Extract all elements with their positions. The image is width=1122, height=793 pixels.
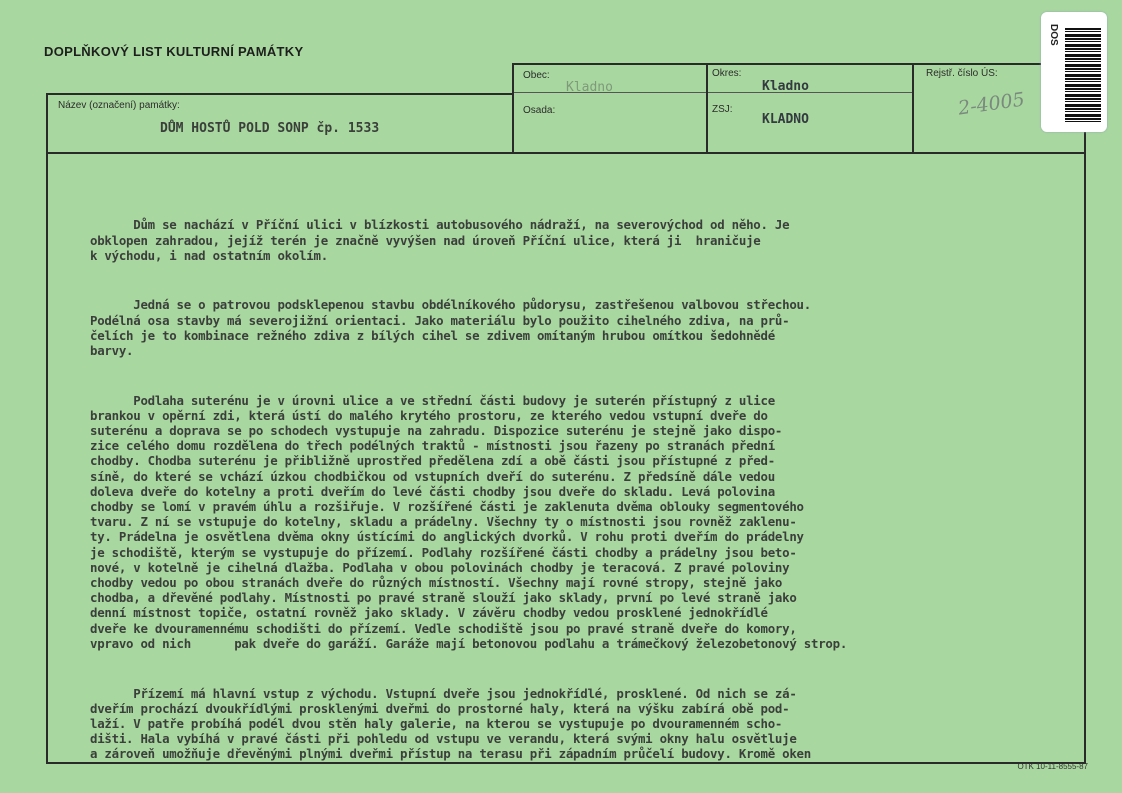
form-name-top-line <box>46 93 512 95</box>
barcode-sticker <box>1041 12 1107 132</box>
body-paragraph: Podlaha suterénu je v úrovni ulice a ve střední části budovy je suterén přístupný z ulice brankou v opěrní zdi, která ústí do malého krytého prostoru, ze kterého vedou vstupní dveře do suterénu a doprava se po schodech vystupuje na zahradu. Dispozice suterénu je stejně jako dispo- zice celého domu rozdělena do třech podélných traktů - místnosti jsou řazeny po stranách přední chodby. Chodba suterénu je přibližně uprostřed předělena zdí a obě části jsou přístupné z před- síně, do které se vchází úzkou chodbičkou od vstupních dveří do suterénu. Z předsíně dále vedou doleva dveře do kotelny a proti dveřím do levé části chodby jsou dveře do skladu. Levá polovina chodby se lomí v pravém úhlu a rozšiřuje. V rozšířené části je zaklenuta dvěma oblouky segmentového tvaru. Z ní se vstupuje do kotelny, skladu a prádelny. Všechny ty o místnosti jsou rovněž zaklenu- ty. Prádelna je osvětlena dvěma okny ústícími do anglických dvorků. V rohu proti dveřím do prádelny je schodiště, kterým se vystupuje do přízemí. Podlahy rozšířené části chodby a prádelny jsou beto- nové, v kotelně je cihelná dlažba. Podlaha v obou polovinách chodby je teracová. Z pravé poloviny chodby vedou po obou stranách dveře do různých místností. Všechny mají rovné stropy, stejně jako chodba, a dřevěné podlahy. Místnosti po pravé straně slouží jako sklady, první po levé straně jako denní místnost topiče, ostatní rovněž jako sklady. V závěru chodby vedou prosklené jednokřídlé dveře ke dvouramennému schodišti do přízemí. Vedle schodiště jsou po pravé straně dveře do komory, vpravo od nich pak dveře do garáží. Garáže mají betonovou podlahu a trámečkový železobetonový strop. <box>90 392 848 651</box>
osada-label: Osada: <box>523 105 556 116</box>
okres-label: Okres: <box>712 68 742 79</box>
nazev-label: Název (označení) památky: <box>58 100 180 111</box>
form-left-edge <box>46 93 48 763</box>
form-top-line <box>512 63 1085 65</box>
body-paragraph: Jedná se o patrovou podsklepenou stavbu obdélníkového půdorysu, zastřešenou valbovou střechou. Podélná osa stavby má severojižní orientaci. Jako materiálu bylo použito cihelného zdiva, na prů- čelích je to kombinace režného zdiva z bílých cihel se zdivem omítaným hrubou omítkou šedohnědé barvy. <box>90 297 811 359</box>
obec-value: Kladno <box>566 80 613 95</box>
rejstrik-value: 2-4005 <box>956 88 1027 120</box>
zsj-value: KLADNO <box>762 112 809 127</box>
barcode-icon <box>1065 28 1101 124</box>
body-paragraph: Dům se nachází v Příční ulici v blízkosti autobusového nádraží, na severovýchod od něho. Je obklopen zahradou, jejíž terén je značně vyvýšen nad úroveň Příční ulice, která ji hraničuje k východu, i nad ostatním okolím. <box>90 217 790 263</box>
body-paragraph: Přízemí má hlavní vstup z východu. Vstupní dveře jsou jednokřídlé, prosklené. Od nich se zá- dveřím prochází dvoukřídlými prosklenými dveřmi do prostorné haly, která na výšku zabírá obě pod- laží. V patře probíhá podél dvou stěn haly galerie, na kterou se vystupuje po dvouramenném scho- dišti. Hala vybíhá v pravé části při pohledu od vstupu ve verandu, která svými okny halu osvětluje a zároveň umožňuje dřevěnými plnými dveřmi přístup na terasu při západním průčelí budovy. Kromě oken <box>90 685 811 762</box>
footer-code: OTK 10-11-8555-87 <box>1017 762 1088 771</box>
document-body <box>90 187 1050 781</box>
sticker-code: DOS <box>1048 24 1059 46</box>
form-title: DOPLŇKOVÝ LIST KULTURNÍ PAMÁTKY <box>44 44 304 59</box>
nazev-value: DŮM HOSTŮ POLD SONP čp. 1533 <box>160 121 380 136</box>
okres-value: Kladno <box>762 79 809 94</box>
divider-rejstrik <box>912 63 914 154</box>
rejstrik-label: Rejstř. číslo ÚS: <box>926 68 998 79</box>
divider-obec <box>512 63 514 154</box>
form-bottom-line <box>46 152 1085 154</box>
divider-okres <box>706 63 708 154</box>
zsj-label: ZSJ: <box>712 104 733 115</box>
obec-label: Obec: <box>523 70 550 81</box>
form-right-edge <box>1084 63 1086 763</box>
